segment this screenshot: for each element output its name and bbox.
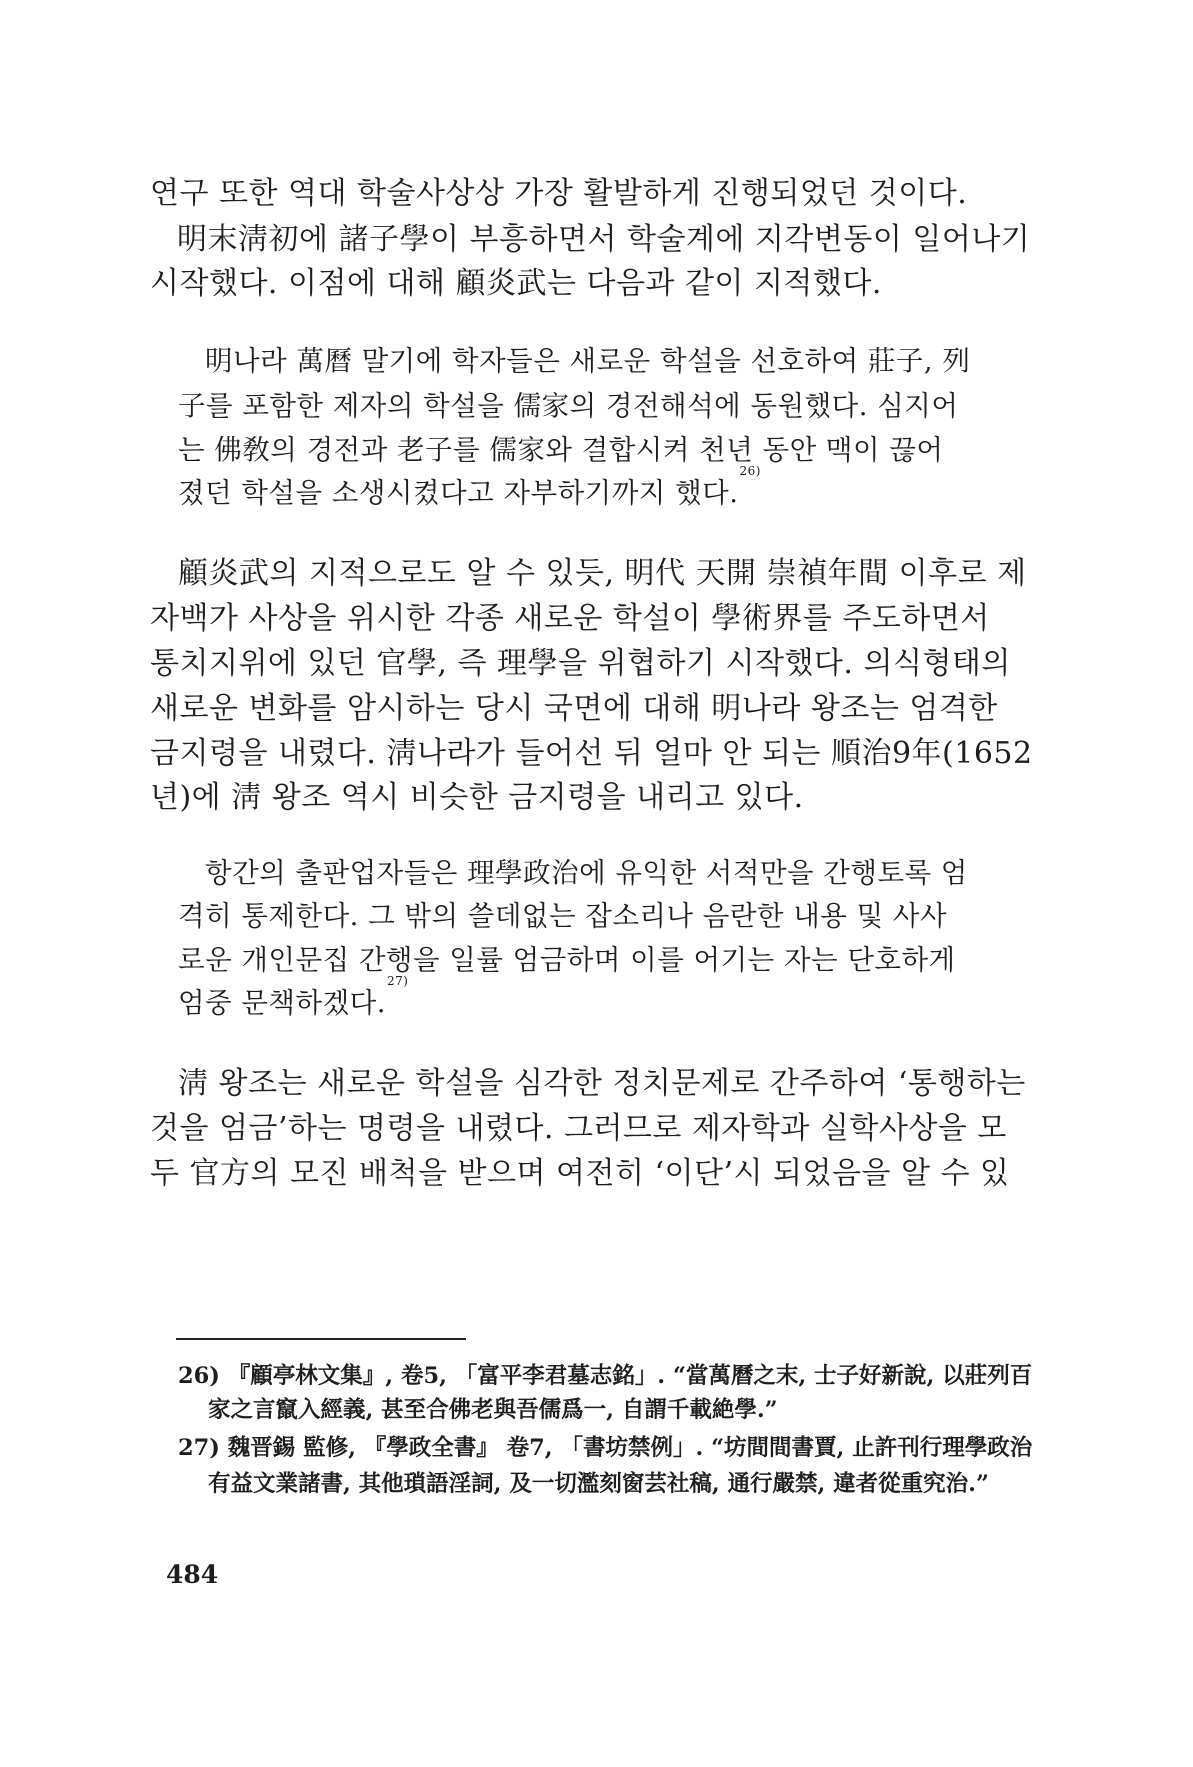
footnote-26-line: 26) 『顧亭林文集』, 卷5, 「富平李君墓志銘」. “當萬曆之末, 士子好新說, 以莊列百 [178,1363,1033,1389]
body-line: 새로운 변화를 암시하는 당시 국면에 대해 明나라 왕조는 엄격한 [150,691,998,726]
body-line: 시작했다. 이점에 대해 顧炎武는 다음과 같이 지적했다. [150,266,882,301]
quote-line: 항간의 출판업자들은 理學政治에 유익한 서적만을 간행토록 엄 [205,857,968,889]
footnote-27-line: 有益文業諸書, 其他瑣語淫詞, 及一切濫刻窗芸社稿, 通行嚴禁, 違者從重究治.” [208,1471,989,1497]
footnote-ref-27: 27) [386,974,409,988]
page-number: 484 [166,1560,219,1589]
quote-line: 격히 통제한다. 그 밖의 쓸데없는 잡소리나 음란한 내용 및 사사 [178,900,948,932]
quote-text: 엄중 문책하겠다. [178,987,386,1019]
footnote-26-line: 家之言竄入經義, 甚至合佛老與吾儒爲一, 自謂千載絶學.” [208,1397,778,1423]
body-line: 자백가 사상을 위시한 각종 새로운 학설이 學術界를 주도하면서 [150,601,990,636]
quote-line: 子를 포함한 제자의 학설을 儒家의 경전해석에 동원했다. 심지어 [178,390,959,422]
body-line: 금지령을 내렸다. 淸나라가 들어선 뒤 얼마 안 되는 順治9年(1652 [150,736,1033,771]
quote-line [178,974,409,1020]
body-line: 顧炎武의 지적으로도 알 수 있듯, 明代 天開 崇禎年間 이후로 제 [178,556,1027,591]
body-line: 淸 왕조는 새로운 학설을 심각한 정치문제로 간주하여 ‘통행하는 [178,1066,1026,1101]
quote-line: 는 佛敎의 경전과 老子를 儒家와 결합시켜 천년 동안 맥이 끊어 [178,434,944,466]
body-line: 통치지위에 있던 官學, 즉 理學을 위협하기 시작했다. 의식형태의 [150,646,1011,681]
footnote-divider [176,1338,466,1340]
body-line: 明末淸初에 諸子學이 부흥하면서 학술계에 지각변동이 일어나기 [177,222,1031,257]
quote-line: 明나라 萬曆 말기에 학자들은 새로운 학설을 선호하여 莊子, 列 [205,345,971,377]
body-line: 두 官方의 모진 배척을 받으며 여전히 ‘이단’시 되었음을 알 수 있 [150,1156,1010,1191]
quote-line [178,464,761,510]
footnote-27-line: 27) 魏晋錫 監修, 『學政全書』 卷7, 「書坊禁例」. “坊間間書賈, 止許刊行理學政治 [178,1435,1033,1461]
quote-line: 로운 개인문집 간행을 일률 엄금하며 이를 어기는 자는 단호하게 [178,944,956,976]
body-line: 년)에 淸 왕조 역시 비슷한 금지령을 내리고 있다. [150,780,804,815]
body-line: 연구 또한 역대 학술사상상 가장 활발하게 진행되었던 것이다. [150,176,968,211]
body-line: 것을 엄금’하는 명령을 내렸다. 그러므로 제자학과 실학사상을 모 [150,1111,1007,1146]
quote-text: 졌던 학설을 소생시켰다고 자부하기까지 했다. [178,477,739,509]
footnote-ref-26: 26) [739,464,761,478]
